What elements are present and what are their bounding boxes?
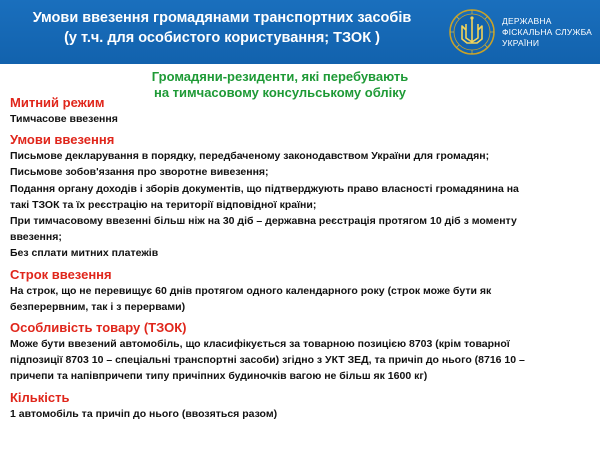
section-text-line: підпозиції 8703 10 – спеціальні транспортні засоби) згідно з УКТ ЗЕД, та причіп до нього (8716 10 – (10, 354, 525, 367)
section-text-line: такі ТЗОК та їх реєстрацію на території відповідної країни; (10, 198, 317, 211)
section-text-line: причепи та напівпричепи типу причіпних будиночків вагою не більш як 1600 кг) (10, 370, 428, 383)
subtitle-line-2: на тимчасовому консульському обліку (153, 85, 407, 100)
section-title: Кількість (10, 389, 70, 405)
section-title: Особливість товару (ТЗОК) (10, 320, 187, 336)
section-text-line: ввезення; (10, 231, 62, 244)
section-customs-regime (10, 94, 590, 127)
section-text-line: безперервним, так і з перервами) (10, 300, 186, 313)
agency-name-line-3: УКРАЇНИ (502, 38, 540, 48)
section-text: 1 автомобіль та причіп до нього (ввозяться разом) (10, 407, 278, 420)
section-text-line: На строк, що не перевищує 60 днів протягом одного календарного року (строк може бути як (10, 284, 492, 297)
subtitle-line-1: Громадяни-резиденти, які перебувають (151, 69, 409, 84)
section-text-line: Письмове декларування в порядку, передбаченому законодавством України для громадян; (10, 150, 490, 163)
section-title: Митний режим (10, 95, 105, 110)
agency-name (502, 16, 598, 49)
agency-name-line-1: ДЕРЖАВНА (502, 16, 552, 26)
agency-name-line-2: ФІСКАЛЬНА СЛУЖБА (502, 27, 593, 37)
section-text-line: При тимчасовому ввезенні більш ніж на 30 діб – державна реєстрація протягом 10 діб з моменту (10, 215, 517, 228)
section-text-line: Подання органу доходів і зборів документів, що підтверджують право власності громадянина на (10, 182, 519, 195)
section-import-term (10, 266, 590, 315)
section-import-conditions (10, 131, 590, 261)
tryzub-emblem-icon (447, 8, 497, 56)
section-text-line: Письмове зобов'язання про зворотне вивезення; (10, 166, 269, 179)
section-goods-feature (10, 319, 590, 385)
header-banner (0, 0, 600, 64)
section-text-line: Може бути ввезений автомобіль, що класифікується за товарною позицією 8703 (крім товарної (10, 338, 510, 351)
section-quantity (10, 389, 590, 422)
section-text: Тимчасове ввезення (10, 113, 118, 125)
main-content (10, 94, 590, 422)
page-title (12, 8, 432, 48)
section-title: Строк ввезення (10, 266, 112, 282)
page-title-line-1: Умови ввезення громадянами транспортних засобів (32, 10, 412, 26)
section-text-line: Без сплати митних платежів (10, 247, 159, 260)
page-title-line-2: (у т.ч. для особистого користування; ТЗОК ) (64, 30, 380, 46)
section-title: Умови ввезення (10, 132, 115, 148)
